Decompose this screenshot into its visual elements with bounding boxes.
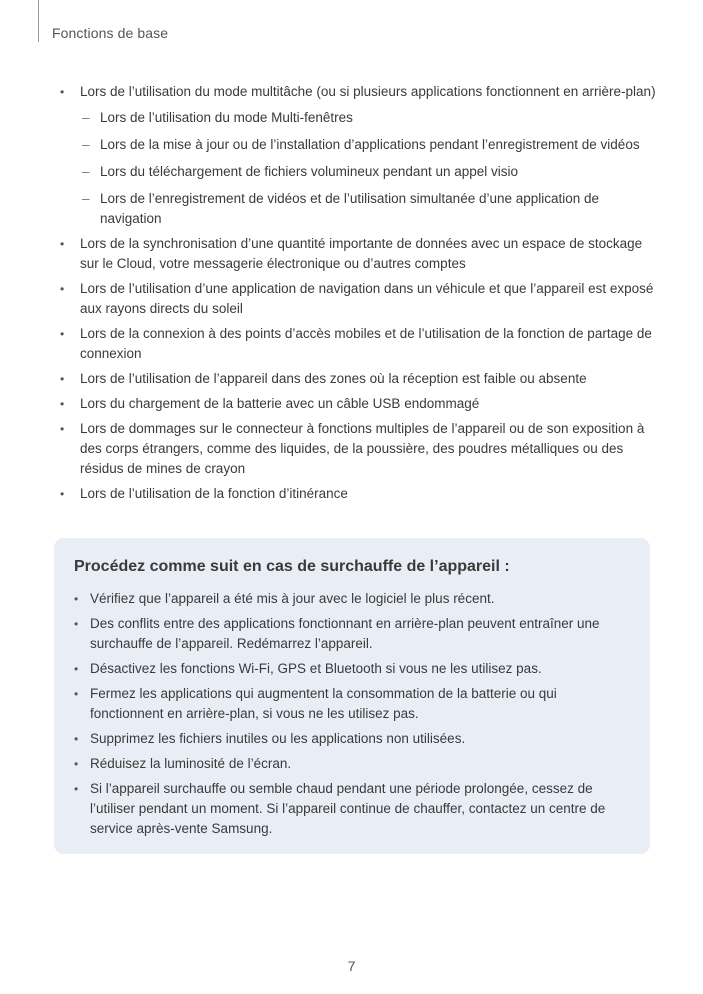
list-item-text: Lors de l’utilisation d’une application de navigation dans un véhicule et que l’appareil est exposé aux rayons directs du soleil	[80, 281, 654, 316]
page-number: 7	[347, 958, 356, 974]
bullet-dot-icon: •	[60, 487, 65, 501]
list-item	[58, 419, 658, 479]
main-content	[58, 82, 658, 509]
list-item-text: Lors du chargement de la batterie avec un câble USB endommagé	[80, 396, 480, 411]
dash-icon: –	[82, 164, 90, 179]
list-item-text: Lors de l’utilisation du mode multitâche (ou si plusieurs applications fonctionnent en arrière-plan)	[80, 84, 656, 99]
dash-icon: –	[82, 110, 90, 125]
sub-list-item-text: Lors de la mise à jour ou de l’installation d’applications pendant l’enregistrement de vidéos	[100, 137, 640, 152]
sub-list-item	[80, 108, 658, 128]
sub-list-item-text: Lors de l’enregistrement de vidéos et de l’utilisation simultanée d’une application de navigation	[100, 191, 600, 226]
bullet-dot-icon: •	[60, 237, 65, 251]
list-item-text: Lors de dommages sur le connecteur à fonctions multiples de l’appareil ou de son exposition à des corps étrangers, comme des liquides, de la poussière, des poudres métalliques ou des résidus de mines de crayon	[80, 421, 645, 476]
sub-list-item	[80, 135, 658, 155]
bullet-dot-icon: •	[60, 85, 65, 99]
list-item-text: Lors de l’utilisation de l’appareil dans des zones où la réception est faible ou absente	[80, 371, 587, 386]
tip-item-text: Supprimez les fichiers inutiles ou les applications non utilisées.	[90, 731, 466, 746]
tip-item-text: Désactivez les fonctions Wi-Fi, GPS et Bluetooth si vous ne les utilisez pas.	[90, 661, 542, 676]
dash-icon: –	[82, 137, 90, 152]
page-header-title: Fonctions de base	[52, 25, 169, 41]
tip-item	[72, 614, 634, 654]
bullet-dot-icon: •	[74, 782, 79, 796]
sub-list-item-text: Lors de l’utilisation du mode Multi-fenêtres	[100, 110, 353, 125]
list-item	[58, 234, 658, 274]
tips-list	[72, 589, 634, 844]
tips-title: Procédez comme suit en cas de surchauffe de l’appareil :	[74, 558, 510, 575]
bullet-list	[58, 82, 658, 504]
header-rule	[38, 0, 39, 42]
list-item	[58, 394, 658, 414]
bullet-dot-icon: •	[60, 282, 65, 296]
list-item	[58, 82, 658, 229]
tip-item	[72, 684, 634, 724]
sub-bullet-list	[80, 108, 658, 229]
overheating-tips-box	[54, 538, 650, 854]
bullet-dot-icon: •	[60, 422, 65, 436]
bullet-dot-icon: •	[60, 372, 65, 386]
bullet-dot-icon: •	[74, 732, 79, 746]
tip-item-text: Vérifiez que l’appareil a été mis à jour avec le logiciel le plus récent.	[90, 591, 495, 606]
tip-item	[72, 589, 634, 609]
tip-item-text: Fermez les applications qui augmentent la consommation de la batterie ou qui fonctionnent en arrière-plan, si vous ne les utilisez pas.	[90, 686, 557, 721]
tip-item	[72, 779, 634, 839]
bullet-dot-icon: •	[74, 592, 79, 606]
list-item	[58, 279, 658, 319]
tip-item-text: Des conflits entre des applications fonctionnant en arrière-plan peuvent entraîner une surchauffe de l’appareil. Redémarrez l’appareil.	[90, 616, 600, 651]
list-item	[58, 484, 658, 504]
list-item	[58, 324, 658, 364]
list-item-text: Lors de la connexion à des points d’accès mobiles et de l’utilisation de la fonction de partage de connexion	[80, 326, 652, 361]
bullet-dot-icon: •	[74, 757, 79, 771]
tip-item	[72, 729, 634, 749]
list-item-text: Lors de l’utilisation de la fonction d’itinérance	[80, 486, 348, 501]
tip-item	[72, 754, 634, 774]
sub-list-item-text: Lors du téléchargement de fichiers volumineux pendant un appel visio	[100, 164, 519, 179]
sub-list-item	[80, 162, 658, 182]
bullet-dot-icon: •	[74, 617, 79, 631]
bullet-dot-icon: •	[74, 687, 79, 701]
tip-item-text: Si l’appareil surchauffe ou semble chaud pendant une période prolongée, cessez de l’utiliser pendant un moment. Si l’appareil continue de chauffer, contactez un centre de service après-vente Samsung.	[90, 781, 606, 836]
list-item-text: Lors de la synchronisation d’une quantité importante de données avec un espace de stockage sur le Cloud, votre messagerie électronique ou d’autres comptes	[80, 236, 643, 271]
dash-icon: –	[82, 191, 90, 206]
bullet-dot-icon: •	[60, 327, 65, 341]
bullet-dot-icon: •	[60, 397, 65, 411]
sub-list-item	[80, 189, 658, 229]
tip-item	[72, 659, 634, 679]
bullet-dot-icon: •	[74, 662, 79, 676]
tip-item-text: Réduisez la luminosité de l’écran.	[90, 756, 292, 771]
list-item	[58, 369, 658, 389]
